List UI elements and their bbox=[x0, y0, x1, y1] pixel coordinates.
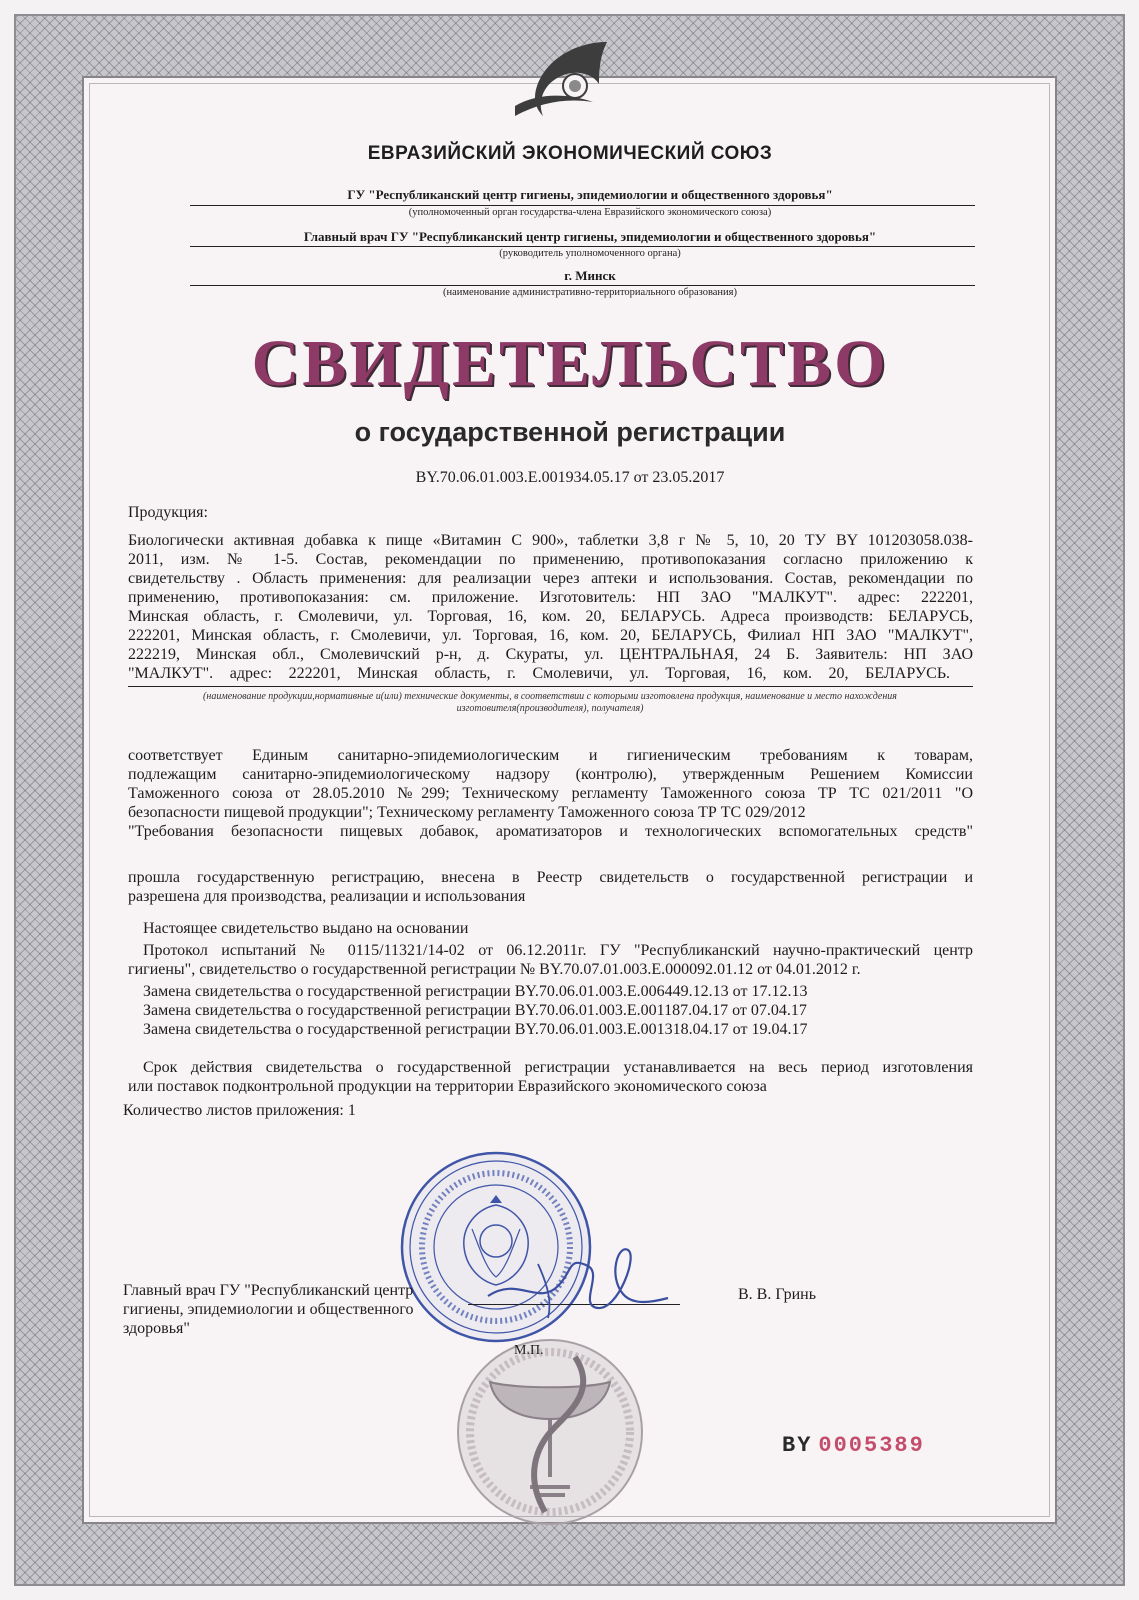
compliance-line: соответствует Единым санитарно-эпидемиологическим и гигиеническим требованиям к товарам, bbox=[128, 747, 973, 764]
product-line: Минская область, г. Смолевичи, ул. Торговая, 16, ком. 20, БЕЛАРУСЬ. Адреса производств: БЕЛАРУСЬ, bbox=[128, 608, 973, 625]
product-line: применению, противопоказания: см. приложение. Изготовитель: НП ЗАО "МАЛКУТ". адрес: 222201, bbox=[128, 589, 973, 606]
signatory-line: гигиены, эпидемиологии и общественного bbox=[123, 1301, 414, 1318]
basis-label: Настоящее свидетельство выдано на основании bbox=[143, 920, 469, 937]
basis-line: Замена свидетельства о государственной регистрации BY.70.06.01.003.E.001187.04.17 от 07.04.17 bbox=[143, 1002, 807, 1019]
city-caption: (наименование административно-территориального образования) bbox=[442, 287, 737, 298]
eaeu-emblem-icon bbox=[507, 36, 617, 124]
product-line: Биологически активная добавка к пище «Витамин С 900», таблетки 3,8 г № 5, 10, 20 ТУ BY 101203058.038- bbox=[128, 532, 973, 549]
city-underline bbox=[190, 285, 975, 286]
city: г. Минск bbox=[564, 268, 616, 283]
compliance-line: Таможенного союза от 28.05.2010 №299; Техническому регламенту Таможенного союза ТР ТС 021/2011 "О bbox=[128, 785, 973, 802]
authority-underline bbox=[190, 205, 975, 206]
authority-name: ГУ "Республиканский центр гигиены, эпидемиологии и общественного здоровья" bbox=[347, 187, 833, 202]
head-underline bbox=[190, 246, 975, 247]
compliance-line: "Требования безопасности пищевых добавок, ароматизаторов и технологических вспомогательных средств" bbox=[128, 823, 973, 840]
basis-line: Протокол испытаний № 0115/11321/14-02 от 06.12.2011г. ГУ "Республиканский научно-практический центр bbox=[143, 942, 973, 959]
authority-caption: (уполномоченный орган государства-члена Евразийского экономического союза) bbox=[408, 207, 772, 218]
head-caption: (руководитель уполномоченного органа) bbox=[499, 248, 681, 259]
product-line: свидетельству . Область применения: для реализации через аптеки и использования. Состав, рекомендации по bbox=[128, 570, 973, 587]
product-line: 222219, Минская обл., Смолевичский р-н, д. Скураты, ул. ЦЕНТРАЛЬНАЯ, 24 Б. Заявитель: НП ЗАО bbox=[128, 646, 973, 663]
product-caption: (наименование продукции,нормативные и(или) технические документы, в соответствии с которыми изготовлена продукция, наименование и место нахождения изготовителя(производителя), получателя) bbox=[203, 691, 897, 714]
signatory-line: Главный врач ГУ "Республиканский центр bbox=[123, 1282, 414, 1299]
registration-line: разрешена для производства, реализации и использования bbox=[128, 888, 526, 905]
product-underline bbox=[128, 686, 973, 687]
registration-line: прошла государственную регистрацию, внесена в Реестр свидетельств о государственной регистрации и bbox=[128, 869, 973, 886]
head-of-authority: Главный врач ГУ "Республиканский центр гигиены, эпидемиологии и общественного здоровья" bbox=[303, 229, 877, 244]
basis-line: Замена свидетельства о государственной регистрации BY.70.06.01.003.E.006449.12.13 от 17.12.13 bbox=[143, 983, 808, 1000]
product-line: 2011, изм. № 1-5. Состав, рекомендации по применению, противопоказания согласно приложению к bbox=[128, 551, 973, 568]
appendix-sheets: Количество листов приложения: 1 bbox=[123, 1102, 356, 1119]
serial-prefix: BY bbox=[782, 1433, 813, 1458]
handwritten-signature bbox=[478, 1236, 678, 1322]
product-line: "МАЛКУТ". адрес: 222201, Минская область, г. Смолевичи, ул. Торговая, 16, ком. 20, БЕЛАРУСЬ. bbox=[128, 665, 950, 682]
signatory-name: В. В. Гринь bbox=[738, 1286, 817, 1303]
product-line: 222201, Минская область, г. Смолевичи, ул. Торговая, 16, ком. 20, БЕЛАРУСЬ, Филиал НП ЗАО "МАЛКУТ", bbox=[128, 627, 973, 644]
certificate-subtitle: о государственной регистрации bbox=[354, 417, 786, 447]
compliance-line: безопасности пищевой продукции"; Техническому регламенту Таможенного союза ТР ТС 029/2012 bbox=[128, 804, 806, 821]
serial-number bbox=[782, 1433, 962, 1458]
compliance-line: подлежащим санитарно-эпидемиологическому надзору (контролю), утвержденным Решением Комиссии bbox=[128, 766, 973, 783]
validity-line: или поставок подконтрольной продукции на территории Евразийского экономического союза bbox=[128, 1078, 767, 1095]
basis-line: Замена свидетельства о государственной регистрации BY.70.06.01.003.E.001318.04.17 от 19.04.17 bbox=[143, 1021, 808, 1038]
medical-hologram-seal-icon bbox=[455, 1327, 645, 1537]
product-label: Продукция: bbox=[128, 504, 208, 521]
stamp-place-label: М.П. bbox=[514, 1343, 544, 1358]
basis-line: гигиены", свидетельство о государственной регистрации № BY.70.07.01.003.E.000092.01.12 от 04.01.2012 г. bbox=[128, 961, 861, 978]
validity-line: Срок действия свидетельства о государственной регистрации устанавливается на весь период изготовления bbox=[143, 1059, 973, 1076]
signatory-line: здоровья" bbox=[123, 1320, 190, 1337]
certificate-title: СВИДЕТЕЛЬСТВО bbox=[251, 327, 889, 400]
registration-number: BY.70.06.01.003.E.001934.05.17 от 23.05.2017 bbox=[415, 469, 725, 486]
union-name: ЕВРАЗИЙСКИЙ ЭКОНОМИЧЕСКИЙ СОЮЗ bbox=[367, 143, 773, 164]
serial-digits: 0005389 bbox=[818, 1433, 925, 1458]
